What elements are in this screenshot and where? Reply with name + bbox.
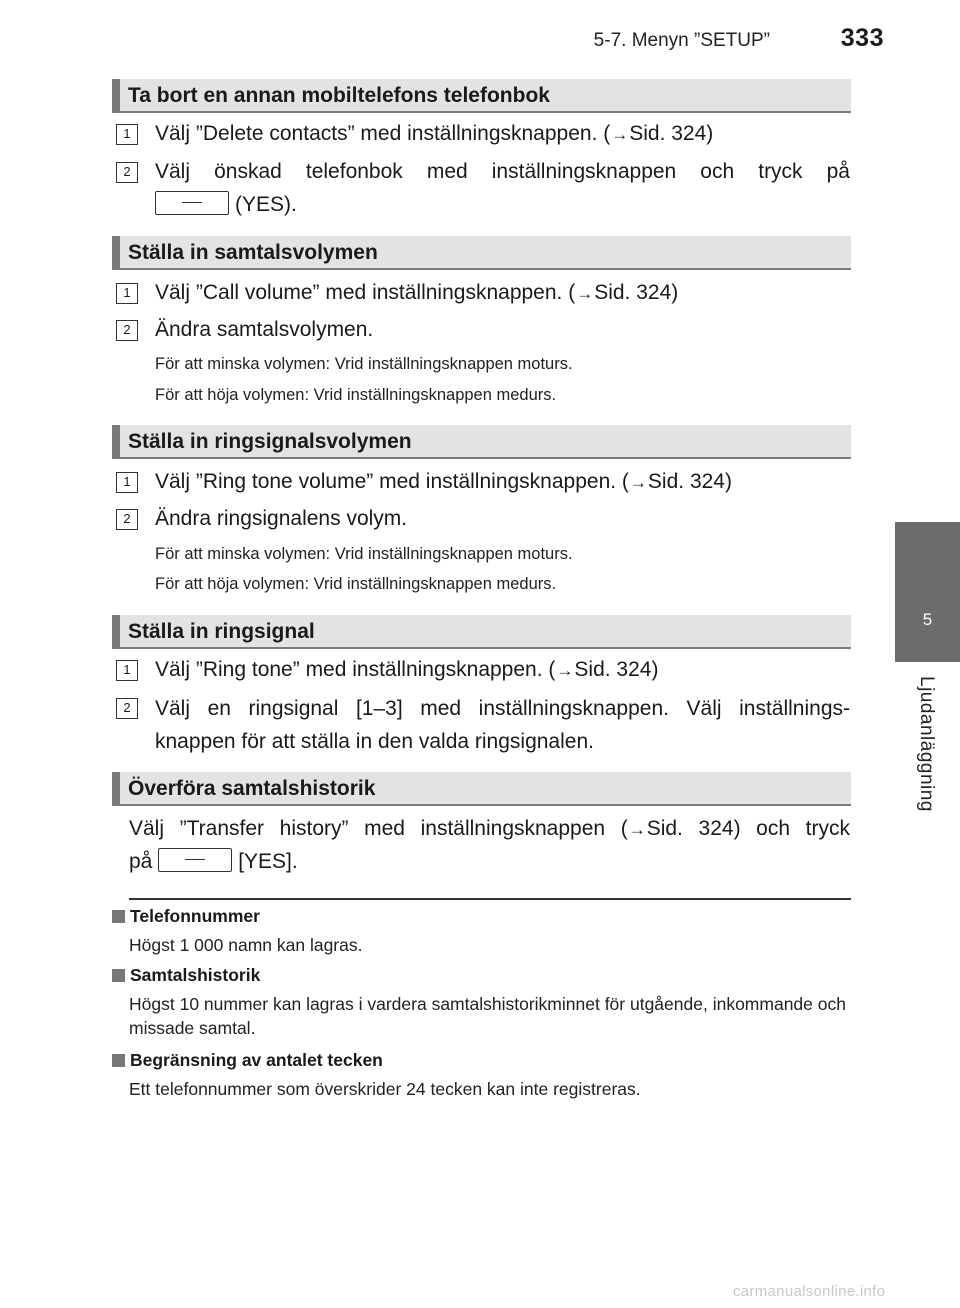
step-text: Välj önskad telefonbok med inställningsknappen och tryck på (YES).	[155, 160, 850, 216]
arrow-right-icon: →	[611, 125, 629, 144]
step-number: 2	[116, 320, 138, 341]
step-number: 1	[116, 660, 138, 681]
square-bullet-icon	[112, 969, 125, 982]
step-number: 2	[116, 162, 138, 183]
step-text: Ändra samtalsvolymen.	[155, 318, 374, 341]
page-reference: Sid. 324	[594, 281, 672, 304]
info-heading: Begränsning av antalet tecken	[112, 1050, 383, 1071]
section-title: Överföra samtalshistorik	[112, 772, 851, 806]
square-bullet-icon	[112, 910, 125, 923]
chapter-tab	[895, 676, 960, 826]
step-number: 1	[116, 124, 138, 145]
step-text: Välj ”Delete contacts” med inställningsknappen. (→Sid. 324)	[155, 117, 850, 151]
step-text: Välj ”Ring tone volume” med inställningsknappen. (→Sid. 324)	[155, 465, 850, 499]
step-number: 1	[116, 472, 138, 493]
step-text: Välj ”Ring tone” med inställningsknappen. (→Sid. 324)	[155, 653, 850, 687]
info-text: Högst 1 000 namn kan lagras.	[129, 935, 363, 955]
page-reference: Sid. 324	[574, 658, 652, 681]
key-button-icon	[158, 848, 232, 872]
note-text: För att minska volymen: Vrid inställningsknappen moturs.	[155, 355, 573, 373]
note-text: För att minska volymen: Vrid inställningsknappen moturs.	[155, 545, 573, 563]
page-reference: Sid. 324	[647, 470, 725, 493]
arrow-right-icon: →	[556, 661, 574, 680]
step-text: Välj ”Call volume” med inställningsknappen. (→Sid. 324)	[155, 276, 850, 310]
chapter-tab-label: Ljudanläggning	[916, 676, 937, 812]
page-reference: Sid. 324	[646, 817, 734, 840]
page-reference: Sid. 324	[629, 122, 707, 145]
arrow-right-icon: →	[628, 820, 646, 839]
section-title: Ta bort en annan mobiltelefons telefonbok	[112, 79, 851, 113]
step-number: 2	[116, 698, 138, 719]
info-text: Ett telefonnummer som överskrider 24 tecken kan inte registreras.	[129, 1079, 641, 1099]
info-text: Högst 10 nummer kan lagras i vardera samtalshistorikminnet för utgående, inkommande och missade samtal.	[129, 994, 846, 1038]
arrow-right-icon: →	[576, 284, 594, 303]
chapter-tab-number: 5	[895, 522, 960, 662]
step-text: Välj en ringsignal [1–3] med inställningsknappen. Välj inställnings- knappen för att ställa in den valda ringsignalen.	[155, 697, 850, 753]
section-title: Ställa in samtalsvolymen	[112, 236, 851, 270]
arrow-right-icon: →	[629, 473, 647, 492]
watermark: carmanualsonline.info	[733, 1283, 886, 1300]
paragraph: Välj ”Transfer history” med inställningsknappen (→Sid. 324) och tryck på [YES].	[129, 813, 850, 878]
step-text: Ändra ringsignalens volym.	[155, 507, 408, 530]
key-button-icon	[155, 191, 229, 215]
square-bullet-icon	[112, 1054, 125, 1067]
note-text: För att höja volymen: Vrid inställningsknappen medurs.	[155, 386, 557, 404]
page-number: 333	[840, 24, 884, 52]
info-heading: Telefonnummer	[112, 906, 260, 927]
divider	[129, 898, 851, 900]
section-header: 5-7. Menyn ”SETUP”	[593, 30, 770, 51]
section-title: Ställa in ringsignalsvolymen	[112, 425, 851, 459]
info-heading: Samtalshistorik	[112, 965, 260, 986]
step-number: 2	[116, 509, 138, 530]
note-text: För att höja volymen: Vrid inställningsknappen medurs.	[155, 575, 557, 593]
section-title: Ställa in ringsignal	[112, 615, 851, 649]
step-number: 1	[116, 283, 138, 304]
